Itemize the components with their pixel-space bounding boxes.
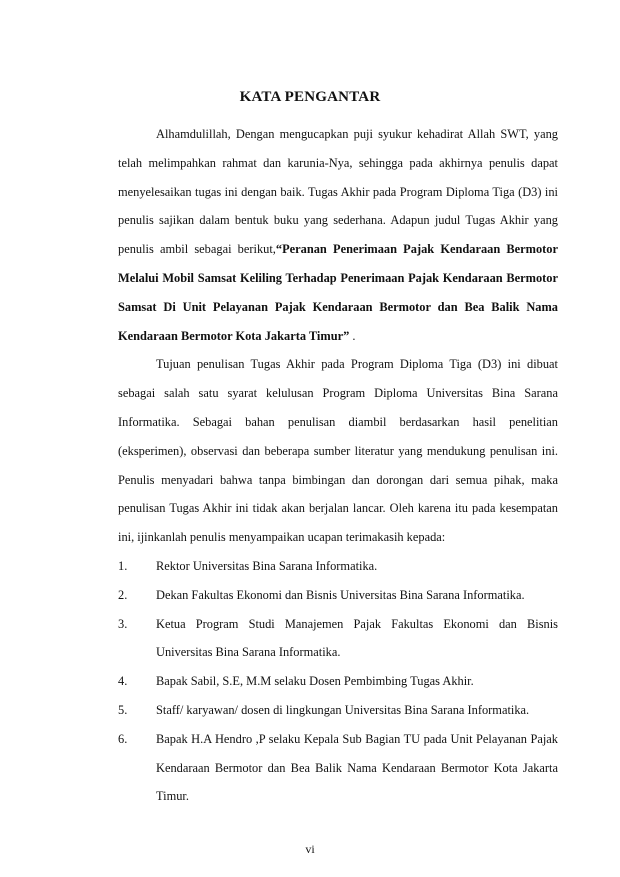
list-item-text: Bapak H.A Hendro ,P selaku Kepala Sub Bagian TU pada Unit Pelayanan Pajak Kendaraan Bermotor dan Bea Balik Nama Kendaraan Bermotor Kota Jakarta Timur. [156, 731, 558, 804]
list-item-text: Dekan Fakultas Ekonomi dan Bisnis Universitas Bina Sarana Informatika. [156, 587, 525, 602]
list-item-text: Rektor Universitas Bina Sarana Informatika. [156, 558, 378, 573]
document-body [118, 120, 558, 811]
list-item [118, 696, 558, 725]
list-item [118, 552, 558, 581]
list-item-number: 1. [118, 558, 128, 573]
page-title: KATA PENGANTAR [239, 89, 381, 105]
list-item-text: Ketua Program Studi Manajemen Pajak Fakultas Ekonomi dan Bisnis Universitas Bina Sarana Informatika. [156, 616, 558, 660]
list-item [118, 725, 558, 811]
page-number: vi [305, 842, 315, 856]
list-item-number: 6. [118, 731, 128, 746]
list-item [118, 610, 558, 668]
paragraph-intro-end: . [349, 328, 356, 343]
list-item [118, 581, 558, 610]
list-item-text: Bapak Sabil, S.E, M.M selaku Dosen Pembimbing Tugas Akhir. [156, 674, 474, 689]
paragraph-intro-text: Alhamdulillah, Dengan mengucapkan puji syukur kehadirat Allah SWT, yang telah melimpahkan rahmat dan karunia-Nya, sehingga pada akhirnya penulis dapat menyelesaikan tugas ini dengan baik. Tugas Akhir pada Program Diploma Tiga (D3) ini penulis sajikan dalam bentuk buku yang sederhana. Adapun judul Tugas Akhir yang penulis ambil sebagai berikut, [118, 127, 558, 257]
paragraph-purpose: Tujuan penulisan Tugas Akhir pada Program Diploma Tiga (D3) ini dibuat sebagai salah satu syarat kelulusan Program Diploma Universitas Bina Sarana Informatika. Sebagai bahan penulisan diambil berdasarkan hasil penelitian (eksperimen), observasi dan beberapa sumber literatur yang mendukung penulisan ini. Penulis menyadari bahwa tanpa bimbingan dan dorongan dari semua pihak, maka penulisan Tugas Akhir ini tidak akan berjalan lancar. Oleh karena itu pada kesempatan ini, ijinkanlah penulis menyampaikan ucapan terimakasih kepada: [118, 357, 558, 545]
list-item-text: Staff/ karyawan/ dosen di lingkungan Universitas Bina Sarana Informatika. [156, 702, 530, 717]
list-item-number: 4. [118, 674, 128, 689]
list-item [118, 667, 558, 696]
acknowledgement-list [118, 552, 558, 811]
list-item-number: 2. [118, 587, 128, 602]
list-item-number: 3. [118, 616, 128, 631]
list-item-number: 5. [118, 702, 128, 717]
paragraph-intro [118, 120, 558, 350]
thesis-title: “Peranan Penerimaan Pajak Kendaraan Bermotor Melalui Mobil Samsat Keliling Terhadap Penerimaan Pajak Kendaraan Bermotor Samsat Di Unit Pelayanan Pajak Kendaraan Bermotor dan Bea Balik Nama Kendaraan Bermotor Kota Jakarta Timur” [118, 242, 558, 343]
